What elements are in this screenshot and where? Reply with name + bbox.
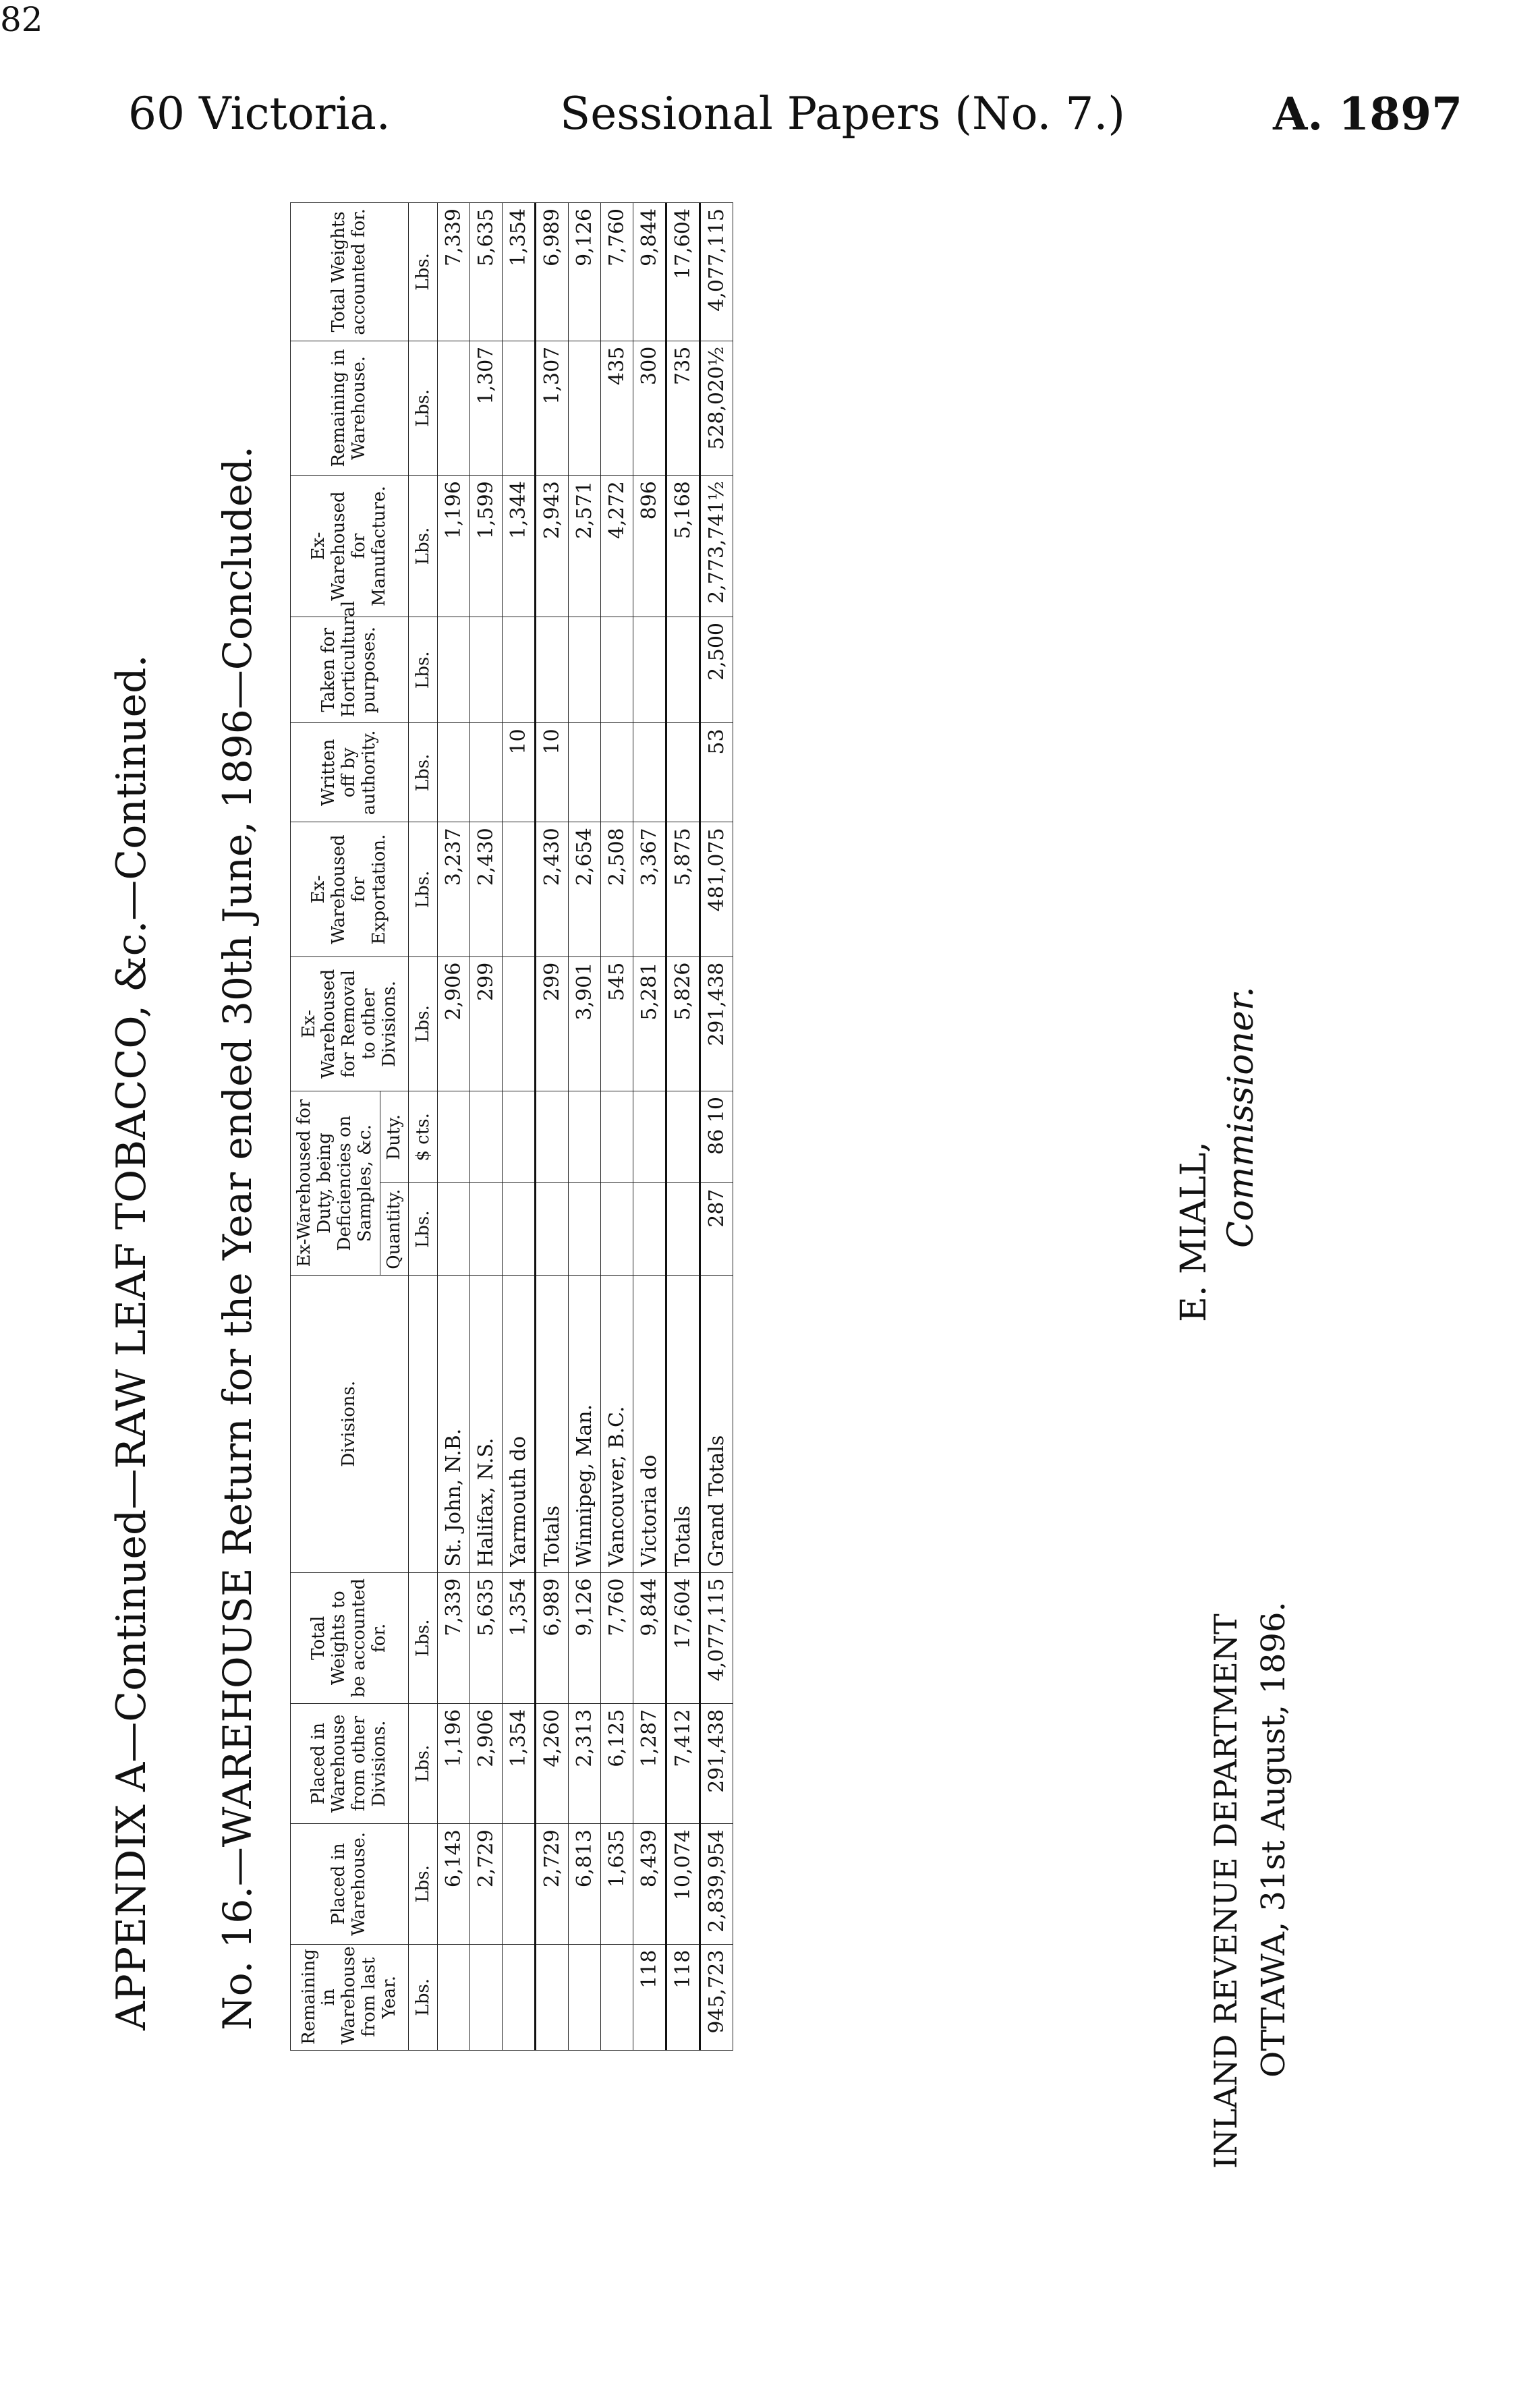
division-name: Grand Totals (700, 1275, 733, 1572)
table-cell: 5,281 (633, 957, 666, 1091)
units-row (409, 203, 438, 2051)
warehouse-return-table (290, 202, 733, 2051)
unit-cell: $ cts. (409, 1091, 438, 1183)
table-cell: 300 (633, 341, 666, 475)
table-cell (438, 341, 470, 475)
table-cell: 86 10 (700, 1091, 733, 1183)
table-cell (536, 1091, 569, 1183)
table-cell: 1,354 (503, 1703, 536, 1823)
table-cell: 7,339 (438, 203, 470, 341)
table-cell (569, 1944, 601, 2050)
col-placed-from-divisions: Placed in Warehouse from other Divisions. (291, 1703, 409, 1823)
table-cell: 10 (503, 723, 536, 822)
table-cell: 1,354 (503, 203, 536, 341)
table-cell: 17,604 (666, 1572, 700, 1703)
table-cell: 6,989 (536, 1572, 569, 1703)
table-row (536, 203, 569, 2051)
table-cell: 2,430 (470, 822, 503, 957)
table-row (438, 203, 470, 2051)
unit-cell: Lbs. (409, 1824, 438, 1944)
table-cell: 1,287 (633, 1703, 666, 1823)
col-total-accounted: Total Weights accounted for. (291, 203, 409, 341)
unit-cell: Lbs. (409, 723, 438, 822)
header-right: A. 1897 (1273, 88, 1462, 140)
unit-cell: Lbs. (409, 341, 438, 475)
table-cell (569, 617, 601, 722)
table-cell: 7,760 (601, 203, 633, 341)
table-cell (601, 1944, 633, 2050)
table-cell: 9,844 (633, 203, 666, 341)
table-cell (601, 1091, 633, 1183)
unit-cell: Lbs. (409, 476, 438, 617)
table-cell: 1,196 (438, 476, 470, 617)
table-cell: 1,344 (503, 476, 536, 617)
table-cell: 8,439 (633, 1824, 666, 1944)
table-row (601, 203, 633, 2051)
table-cell (633, 1091, 666, 1183)
table-row (503, 203, 536, 2051)
table-cell: 945,723 (700, 1944, 733, 2050)
table-cell: 299 (536, 957, 569, 1091)
table-cell (470, 1183, 503, 1275)
table-cell (470, 1091, 503, 1183)
table-cell: 5,635 (470, 203, 503, 341)
table-cell (666, 617, 700, 722)
table-cell (666, 723, 700, 822)
table-cell: 6,989 (536, 203, 569, 341)
table-cell: 10,074 (666, 1824, 700, 1944)
signatory-title: Commissioner. (1221, 986, 1261, 1248)
table-cell: 4,077,115 (700, 1572, 733, 1703)
table-cell: 481,075 (700, 822, 733, 957)
table-cell: 2,773,741½ (700, 476, 733, 617)
table-cell (601, 723, 633, 822)
header-left: 60 Victoria. (128, 88, 391, 140)
col-placed-in-warehouse: Placed in Warehouse. (291, 1824, 409, 1944)
table-row (700, 203, 733, 2051)
unit-cell: Lbs. (409, 1572, 438, 1703)
table-cell: 2,906 (438, 957, 470, 1091)
table-cell: 545 (601, 957, 633, 1091)
table-cell: 9,126 (569, 1572, 601, 1703)
unit-cell: Lbs. (409, 822, 438, 957)
col-manufacture: Ex-Warehoused for Manufacture. (291, 476, 409, 617)
table-row (633, 203, 666, 2051)
table-cell: 6,125 (601, 1703, 633, 1823)
unit-cell: Lbs. (409, 617, 438, 722)
header-center: Sessional Papers (No. 7.) (560, 88, 1126, 140)
table-cell (438, 723, 470, 822)
table-cell: 735 (666, 341, 700, 475)
table-cell (569, 341, 601, 475)
table-cell: 7,412 (666, 1703, 700, 1823)
table-cell: 2,906 (470, 1703, 503, 1823)
unit-cell: Lbs. (409, 203, 438, 341)
col-duty: Duty. (380, 1091, 409, 1183)
table-cell (470, 617, 503, 722)
col-ex-warehoused-duty: Ex-Warehoused for Duty, being Deficiencies on Samples, &c. (291, 1091, 380, 1276)
table-cell (503, 1091, 536, 1183)
table-cell: 118 (633, 1944, 666, 2050)
col-horticultural: Taken for Horticultural purposes. (291, 617, 409, 722)
table-cell: 9,126 (569, 203, 601, 341)
table-cell: 1,307 (470, 341, 503, 475)
table-cell: 528,020½ (700, 341, 733, 475)
col-quantity: Quantity. (380, 1183, 409, 1275)
table-cell: 2,839,954 (700, 1824, 733, 1944)
unit-cell: Lbs. (409, 1944, 438, 2050)
table-cell (503, 822, 536, 957)
header-row (291, 203, 380, 2051)
table-cell (633, 723, 666, 822)
table-cell: 435 (601, 341, 633, 475)
table-cell: 118 (666, 1944, 700, 2050)
table-cell (666, 1091, 700, 1183)
table-row (666, 203, 700, 2051)
table-cell: 4,077,115 (700, 203, 733, 341)
table-cell (601, 617, 633, 722)
table-cell: 1,635 (601, 1824, 633, 1944)
table-cell (601, 1183, 633, 1275)
unit-cell: Lbs. (409, 1183, 438, 1275)
table-cell (633, 617, 666, 722)
table-cell: 2,500 (700, 617, 733, 722)
unit-cell: Lbs. (409, 1703, 438, 1823)
table-cell (503, 341, 536, 475)
table-cell: 5,826 (666, 957, 700, 1091)
table-cell: 6,143 (438, 1824, 470, 1944)
table-cell: 2,729 (470, 1824, 503, 1944)
table-cell: 2,508 (601, 822, 633, 957)
table-cell (569, 1091, 601, 1183)
table-cell: 2,654 (569, 822, 601, 957)
col-removal-other-divisions: Ex-Warehoused for Removal to other Divisions. (291, 957, 409, 1091)
table-cell: 7,760 (601, 1572, 633, 1703)
table-cell (633, 1183, 666, 1275)
division-name: Halifax, N.S. (470, 1275, 503, 1572)
table-cell: 2,313 (569, 1703, 601, 1823)
table-cell (470, 723, 503, 822)
unit-cell: Lbs. (409, 957, 438, 1091)
page-number: 82 (0, 0, 43, 39)
table-cell (438, 617, 470, 722)
signatory-name: E. MIALL, (1174, 1141, 1214, 1322)
col-total-to-be-accounted: Total Weights to be accounted for. (291, 1572, 409, 1703)
table-cell (438, 1091, 470, 1183)
table-cell (536, 1944, 569, 2050)
table-cell (438, 1944, 470, 2050)
col-written-off: Written off by authority. (291, 723, 409, 822)
table-cell (536, 1183, 569, 1275)
table-cell: 3,237 (438, 822, 470, 957)
table-cell: 2,729 (536, 1824, 569, 1944)
table-body (409, 203, 733, 2051)
table-cell (503, 1944, 536, 2050)
table-cell: 291,438 (700, 957, 733, 1091)
table-cell: 2,571 (569, 476, 601, 617)
table-cell (536, 617, 569, 722)
table-cell (569, 723, 601, 822)
table-cell: 10 (536, 723, 569, 822)
table-cell: 5,635 (470, 1572, 503, 1703)
division-name: Vancouver, B.C. (601, 1275, 633, 1572)
table-cell (503, 957, 536, 1091)
table-cell: 53 (700, 723, 733, 822)
table-cell (503, 1824, 536, 1944)
table-cell: 1,354 (503, 1572, 536, 1703)
table-cell: 896 (633, 476, 666, 617)
division-name: Yarmouth do (503, 1275, 536, 1572)
table-cell: 5,875 (666, 822, 700, 957)
table-cell: 291,438 (700, 1703, 733, 1823)
division-name: Victoria do (633, 1275, 666, 1572)
table-cell (438, 1183, 470, 1275)
table-cell: 299 (470, 957, 503, 1091)
division-name: Totals (536, 1275, 569, 1572)
table-cell: 3,901 (569, 957, 601, 1091)
table-cell: 4,260 (536, 1703, 569, 1823)
division-name: St. John, N.B. (438, 1275, 470, 1572)
table-cell: 6,813 (569, 1824, 601, 1944)
department-line: INLAND REVENUE DEPARTMENT (1207, 1614, 1244, 2169)
table-cell (470, 1944, 503, 2050)
return-title: No. 16.—WAREHOUSE Return for the Year ended 30th June, 1896—Concluded. (215, 446, 260, 2030)
table-cell: 2,430 (536, 822, 569, 957)
division-name: Winnipeg, Man. (569, 1275, 601, 1572)
unit-cell (409, 1275, 438, 1572)
table-cell (569, 1183, 601, 1275)
table-cell: 9,844 (633, 1572, 666, 1703)
col-exportation: Ex-Warehoused for Exportation. (291, 822, 409, 957)
appendix-title: APPENDIX A—Continued—RAW LEAF TOBACCO, &c.—Continued. (108, 654, 155, 2030)
place-date-line: OTTAWA, 31st August, 1896. (1255, 1601, 1292, 2078)
col-remaining-in-warehouse: Remaining in Warehouse. (291, 341, 409, 475)
col-divisions: Divisions. (291, 1275, 409, 1572)
table-cell: 5,168 (666, 476, 700, 617)
division-name: Totals (666, 1275, 700, 1572)
table-cell: 3,367 (633, 822, 666, 957)
col-remaining-last-year: Remaining in Warehouse from last Year. (291, 1944, 409, 2050)
table-cell: 2,943 (536, 476, 569, 617)
table-cell: 7,339 (438, 1572, 470, 1703)
table-row (569, 203, 601, 2051)
table-cell: 4,272 (601, 476, 633, 617)
table-cell (666, 1183, 700, 1275)
table-cell: 1,599 (470, 476, 503, 617)
table-row (470, 203, 503, 2051)
table-cell: 17,604 (666, 203, 700, 341)
table-cell: 1,196 (438, 1703, 470, 1823)
table-cell (503, 1183, 536, 1275)
table-cell: 1,307 (536, 341, 569, 475)
table-cell: 287 (700, 1183, 733, 1275)
table-cell (503, 617, 536, 722)
